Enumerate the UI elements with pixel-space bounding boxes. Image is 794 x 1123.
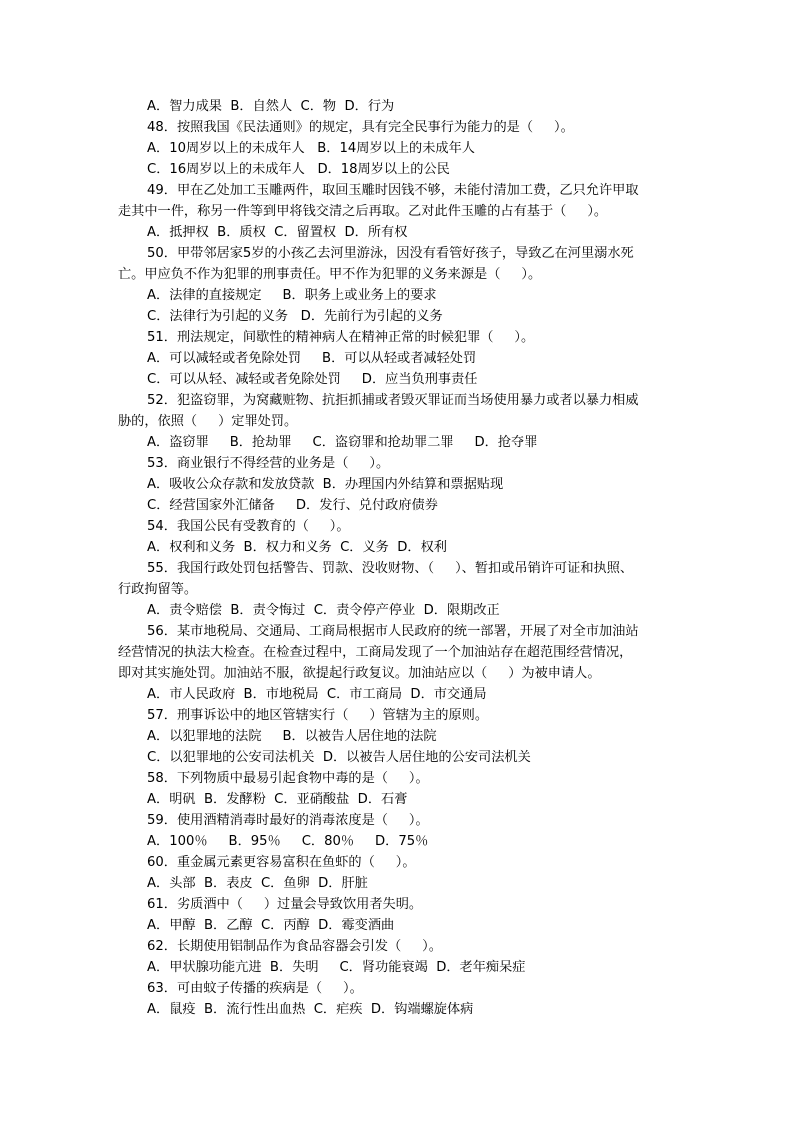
text-line: A．鼠疫 B．流行性出血热 C．疟疾 D．钩端螺旋体病: [147, 1002, 474, 1017]
text-line: 61．劣质酒中（ ）过量会导致饮用者失明。: [147, 897, 423, 912]
text-line: A．智力成果 B．自然人 C．物 D．行为: [147, 99, 395, 114]
text-line: A．100％ B．95％ C．80％ D．75％: [147, 834, 429, 849]
text-line: A．甲醇 B．乙醇 C．丙醇 D．霉变酒曲: [147, 918, 395, 933]
text-line: A．明矾 B．发酵粉 C．亚硝酸盐 D．石膏: [147, 792, 408, 807]
text-line: 55．我国行政处罚包括警告、罚款、没收财物、（ ）、暂扣或吊销许可证和执照、: [147, 561, 634, 576]
text-line: A．法律的直接规定 B．职务上或业务上的要求: [147, 288, 437, 303]
text-line: A．甲状腺功能亢进 B．失明 C．肾功能衰竭 D．老年痴呆症: [147, 960, 526, 975]
text-line: 53．商业银行不得经营的业务是（ ）。: [147, 456, 390, 471]
text-line: 59．使用酒精消毒时最好的消毒浓度是（ ）。: [147, 813, 429, 828]
text-line: A．权利和义务 B．权力和义务 C．义务 D．权利: [147, 540, 447, 555]
text-line: 54．我国公民有受教育的（ ）。: [147, 519, 350, 534]
text-line: A．市人民政府 B．市地税局 C．市工商局 D．市交通局: [147, 687, 487, 702]
text-line: C．以犯罪地的公安司法机关 D．以被告人居住地的公安司法机关: [147, 750, 531, 765]
text-line: 胁的，依照（ ）定罪处罚。: [118, 414, 298, 429]
text-line: A．抵押权 B．质权 C．留置权 D．所有权: [147, 225, 408, 240]
text-line: A．吸收公众存款和发放贷款 B．办理国内外结算和票据贴现: [147, 477, 504, 492]
text-line: 60．重金属元素更容易富积在鱼虾的（ ）。: [147, 855, 416, 870]
text-line: C．法律行为引起的义务 D．先前行为引起的义务: [147, 309, 443, 324]
text-line: 56．某市地税局、交通局、工商局根据市人民政府的统一部署，开展了对全市加油站: [147, 624, 639, 639]
text-line: 57．刑事诉讼中的地区管辖实行（ ）管辖为主的原则。: [147, 708, 489, 723]
text-line: 经营情况的执法大检查。在检查过程中，工商局发现了一个加油站存在超范围经营情况，: [118, 645, 633, 660]
text-line: 62．长期使用铝制品作为食品容器会引发（ ）。: [147, 939, 442, 954]
text-line: A．盗窃罪 B．抢劫罪 C．盗窃罪和抢劫罪二罪 D．抢夺罪: [147, 435, 538, 450]
text-line: A．责令赔偿 B．责令悔过 C．责令停产停业 D．限期改正: [147, 603, 500, 618]
text-line: 49．甲在乙处加工玉雕两件，取回玉雕时因钱不够，未能付清加工费，乙只允许甲取: [147, 183, 639, 198]
text-line: 52．犯盗窃罪，为窝藏赃物、抗拒抓捕或者毁灭罪证而当场使用暴力或者以暴力相威: [147, 393, 639, 408]
text-line: 亡。甲应负不作为犯罪的刑事责任。甲不作为犯罪的义务来源是（ ）。: [118, 267, 542, 282]
text-line: 50．甲带邻居家5岁的小孩乙去河里游泳，因没有看管好孩子，导致乙在河里溺水死: [147, 246, 634, 261]
text-line: A．可以减轻或者免除处罚 B．可以从轻或者减轻处罚: [147, 351, 477, 366]
text-line: A．10周岁以上的未成年人 B．14周岁以上的未成年人: [147, 141, 475, 156]
text-line: C．16周岁以上的未成年人 D．18周岁以上的公民: [147, 162, 450, 177]
text-line: A．以犯罪地的法院 B．以被告人居住地的法院: [147, 729, 437, 744]
text-line: A．头部 B．表皮 C．鱼卵 D．肝脏: [147, 876, 368, 891]
text-line: 63．可由蚊子传播的疾病是（ ）。: [147, 981, 363, 996]
text-line: C．经营国家外汇储备 D．发行、兑付政府债券: [147, 498, 438, 513]
text-line: 51．刑法规定，间歇性的精神病人在精神正常的时候犯罪（ ）。: [147, 330, 535, 345]
text-line: 行政拘留等。: [118, 582, 198, 597]
text-line: 48．按照我国《民法通则》的规定，具有完全民事行为能力的是（ ）。: [147, 120, 574, 135]
document-body: [118, 96, 663, 1020]
text-line: 即对其实施处罚。加油站不服，欲提起行政复议。加油站应以（ ）为被申请人。: [118, 666, 601, 681]
text-line: C．可以从轻、减轻或者免除处罚 D．应当负刑事责任: [147, 372, 478, 387]
text-line: 58．下列物质中最易引起食物中毒的是（ ）。: [147, 771, 429, 786]
text-line: 走其中一件，称另一件等到甲将钱交清之后再取。乙对此件玉雕的占有基于（ ）。: [118, 204, 608, 219]
